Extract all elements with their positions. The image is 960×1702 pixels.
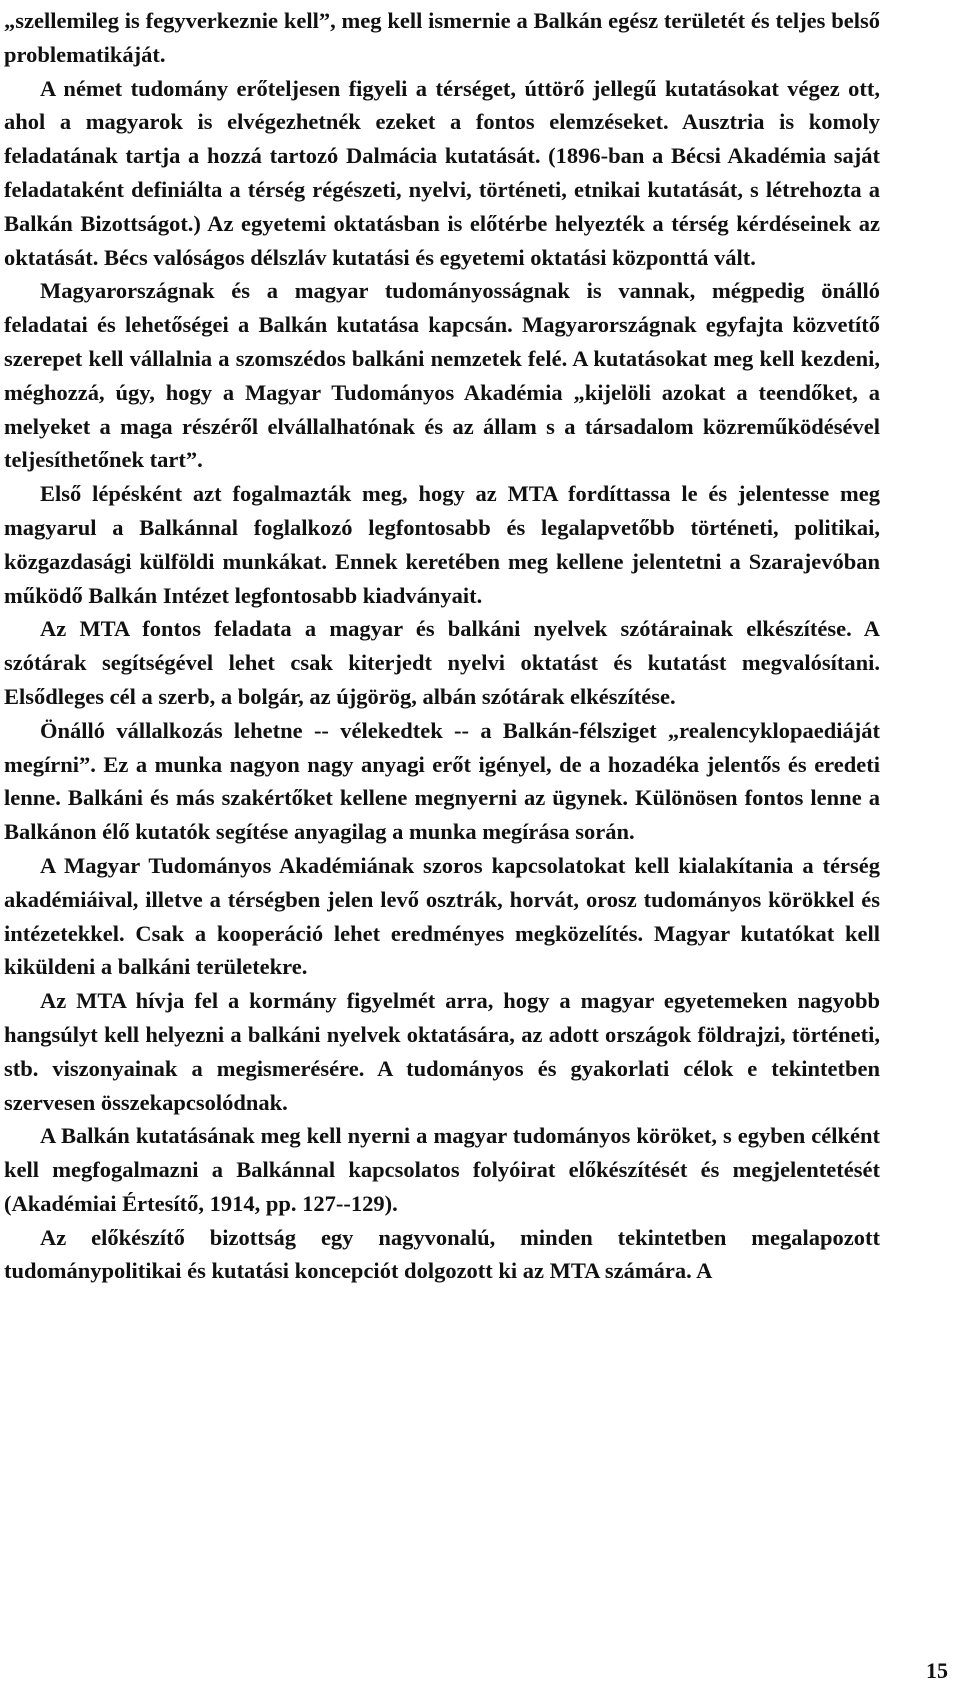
paragraph-4: Első lépésként azt fogalmazták meg, hogy az MTA fordíttassa le és jelentesse meg magyarul a Balkánnal foglalkozó legfontosabb és legalapvetőbb történeti, politikai, közgazdasági külföldi munkákat. Ennek keretében meg kellene jelentetni a Szarajevóban működő Balkán Intézet legfontosabb kiadványait. bbox=[4, 481, 880, 608]
paragraph-9: A Balkán kutatásának meg kell nyerni a magyar tudományos köröket, s egyben célként kell megfogalmazni a Balkánnal kapcsolatos folyóirat előkészítését és megjelentetését (Akadémiai Értesítő, 1914, pp. 127--129). bbox=[4, 1123, 880, 1216]
paragraph-5: Az MTA fontos feladata a magyar és balkáni nyelvek szótárainak elkészítése. A szótárak segítségével lehet csak kiterjedt nyelvi oktatást és kutatást megvalósítani. Elsődleges cél a szerb, a bolgár, az újgörög, albán szótárak elkészítése. bbox=[4, 616, 880, 709]
page-number: 15 bbox=[926, 1658, 948, 1683]
paragraph-2: A német tudomány erőteljesen figyeli a térséget, úttörő jellegű kutatásokat végez ott, ahol a magyarok is elvégezhetnék ezeket a fontos elemzéseket. Ausztria is komoly feladatának tartja a hozzá tartozó Dalmácia kutatását. (1896-ban a Bécsi Akadémia saját feladataként definiálta a térség régészeti, nyelvi, történeti, etnikai kutatását, s létrehozta a Balkán Bizottságot.) Az egyetemi oktatásban is előtérbe helyezték a térség kérdéseinek az oktatását. Bécs valóságos délszláv kutatási és egyetemi oktatási központtá vált. bbox=[4, 75, 880, 270]
paragraph-6: Önálló vállalkozás lehetne -- vélekedtek -- a Balkán-félsziget „realencyklopaediáját megírni”. Ez a munka nagyon nagy anyagi erőt igényel, de a hozadéka jelentős és eredeti lenne. Balkáni és más szakértőket kellene megnyerni az ügynek. Különösen fontos lenne a Balkánon élő kutatók segítése anyagilag a munka megírása során. bbox=[4, 717, 880, 845]
paragraph-8: Az MTA hívja fel a kormány figyelmét arra, hogy a magyar egyetemeken nagyobb hangsúlyt kell helyezni a balkáni nyelvek oktatására, az adott országok földrajzi, történeti, stb. viszonyainak a megismerésére. A tudományos és gyakorlati célok e tekintetben szervesen összekapcsolódnak. bbox=[4, 988, 880, 1115]
paragraph-10: Az előkészítő bizottság egy nagyvonalú, minden tekintetben megalapozott tudománypolitikai és kutatási koncepciót dolgozott ki az MTA számára. A bbox=[4, 1224, 880, 1284]
paragraph-3: Magyarországnak és a magyar tudományosságnak is vannak, mégpedig önálló feladatai és lehetőségei a Balkán kutatása kapcsán. Magyarországnak egyfajta közvetítő szerepet kell vállalnia a szomszédos balkáni nemzetek felé. A kutatásokat meg kell kezdeni, méghozzá, úgy, hogy a Magyar Tudományos Akadémia „kijelöli azokat a teendőket, a melyeket a maga részéről elvállalhatónak és az állam s a társadalom közreműködésével teljesíthetőnek tart”. bbox=[4, 278, 880, 473]
text-body bbox=[4, 4, 880, 1288]
paragraph-7: A Magyar Tudományos Akadémiának szoros kapcsolatokat kell kialakítania a térség akadémiáival, illetve a térségben jelen levő osztrák, horvát, orosz tudományos körökkel és intézetekkel. Csak a kooperáció lehet eredményes megközelítés. Magyar kutatókat kell kiküldeni a balkáni területekre. bbox=[4, 852, 880, 980]
paragraph-1: „szellemileg is fegyverkeznie kell”, meg kell ismernie a Balkán egész területét és teljes belső problematikáját. bbox=[4, 8, 880, 67]
